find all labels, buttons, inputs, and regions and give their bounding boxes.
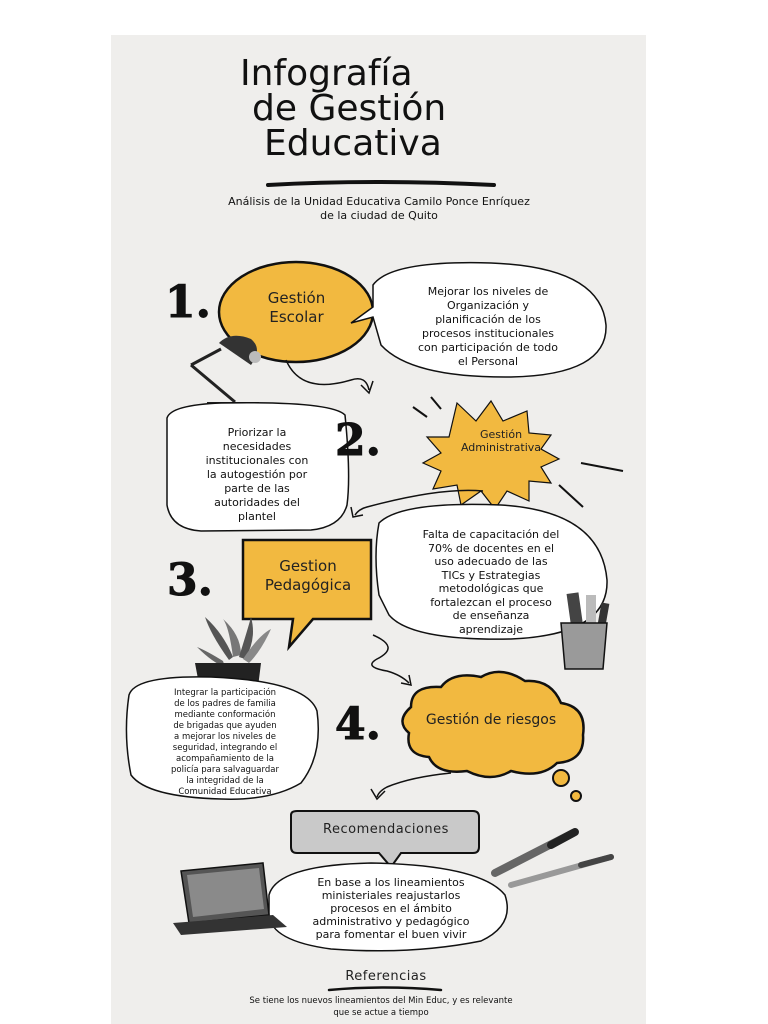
section-3-heading-line-1: Gestion xyxy=(279,557,337,575)
gestion-administrativa-burst xyxy=(423,401,559,509)
section-4-description xyxy=(137,688,313,798)
section-2-text-line: plantel xyxy=(238,510,276,523)
section-4-number: 4. xyxy=(335,699,381,750)
section-2-description xyxy=(177,426,337,524)
section-1-text-line: Organización y xyxy=(446,299,530,312)
section-3-number: 3. xyxy=(167,555,213,606)
section-4-text-line: Comunidad Educativa xyxy=(178,787,272,797)
recommendations-text-line: administrativo y pedagógico xyxy=(312,915,470,928)
recommendations-text xyxy=(281,876,501,941)
recommendations-text-line: En base a los lineamientos xyxy=(317,876,465,889)
section-2-heading xyxy=(431,428,571,454)
referencias-underline xyxy=(329,988,441,991)
recommendations-text-line: ministeriales reajustarlos xyxy=(321,889,461,902)
section-3-text-line: metodológicas que xyxy=(438,582,544,595)
section-3-text-line: aprendizaje xyxy=(458,622,524,636)
section-4-text-line: acompañamiento de la xyxy=(176,754,274,764)
arrow-4 xyxy=(377,773,451,797)
subtitle-line-2: de la ciudad de Quito xyxy=(320,209,438,222)
section-3-text-line: fortalezcan el proceso xyxy=(430,595,552,609)
desk-lamp-icon xyxy=(191,336,261,408)
section-3-heading-line-2: Pedagógica xyxy=(264,576,352,594)
section-3-text-line: 70% de docentes en el xyxy=(427,541,555,555)
arrow-3 xyxy=(372,635,409,683)
section-4-text-line: de brigadas que ayuden xyxy=(173,721,277,731)
section-4-text-line: mediante conformación xyxy=(174,710,276,720)
title-line-1: Infografía xyxy=(240,53,413,94)
section-4-text-line: a mejorar los niveles de xyxy=(174,732,276,742)
title-line-3: Educativa xyxy=(264,123,442,164)
section-2-text-line: Priorizar la xyxy=(227,426,287,439)
section-1-description xyxy=(383,285,593,369)
section-1-text-line: Mejorar los niveles de xyxy=(427,285,549,298)
section-3-text-line: de enseñanza xyxy=(452,609,530,622)
section-4-text-line: policía para salvaguardar xyxy=(171,765,279,775)
section-3-text-line: Falta de capacitación del xyxy=(422,528,560,541)
section-2-heading-line-1: Gestión xyxy=(479,428,523,441)
arrow-1 xyxy=(286,360,369,390)
references-text xyxy=(171,995,591,1019)
section-2-text-line: autoridades del xyxy=(214,496,300,509)
recomendaciones-heading: Recomendaciones xyxy=(323,822,449,837)
section-2-text-line: institucionales con xyxy=(205,454,309,467)
referencias-heading: Referencias xyxy=(345,969,427,984)
section-1-text-line: procesos institucionales xyxy=(421,327,554,340)
section-3-description xyxy=(387,528,595,636)
section-4-text-line: de los padres de familia xyxy=(174,699,276,709)
section-4-text-line: seguridad, integrando el xyxy=(172,743,278,753)
section-2-text-line: parte de las xyxy=(224,482,290,495)
section-1-heading-line-2: Escolar xyxy=(269,308,324,326)
references-text-line-2: que se actue a tiempo xyxy=(333,1008,429,1018)
section-1-text-line: el Personal xyxy=(457,355,519,368)
section-1-number: 1. xyxy=(165,277,211,328)
title-line-2: de Gestión xyxy=(252,88,447,129)
section-1-text-line: con participación de todo xyxy=(418,341,558,354)
section-3-text-line: TICs y Estrategias xyxy=(441,568,541,582)
section-2-text-line: la autogestión por xyxy=(206,468,308,481)
section-2-heading-line-2: Administrativa xyxy=(460,441,542,454)
recommendations-text-line: procesos en el ámbito xyxy=(330,902,452,915)
references-text-line-1: Se tiene los nuevos lineamientos del Min Educ, y es relevante xyxy=(249,996,513,1006)
recomendaciones-box xyxy=(291,811,479,867)
recommendations-text-line: para fomentar el buen vivir xyxy=(315,928,467,941)
section-4-text-line: la integridad de la xyxy=(186,776,264,786)
infographic-page xyxy=(111,35,646,1024)
section-3-heading xyxy=(245,557,371,595)
pens-icon xyxy=(495,832,611,885)
section-4-text-line: Integrar la participación xyxy=(173,688,277,698)
section-4-heading: Gestión de riesgos xyxy=(425,712,557,728)
subtitle-line-1: Análisis de la Unidad Educativa Camilo Ponce Enríquez xyxy=(228,195,530,208)
section-2-text-line: necesidades xyxy=(222,440,292,453)
section-1-heading xyxy=(219,289,374,327)
subtitle xyxy=(199,195,559,223)
section-3-text-line: uso adecuado de las xyxy=(434,555,548,568)
section-2-number: 2. xyxy=(335,415,381,466)
section-1-heading-line-1: Gestión xyxy=(267,289,326,307)
section-1-text-line: planificación de los xyxy=(435,313,541,326)
